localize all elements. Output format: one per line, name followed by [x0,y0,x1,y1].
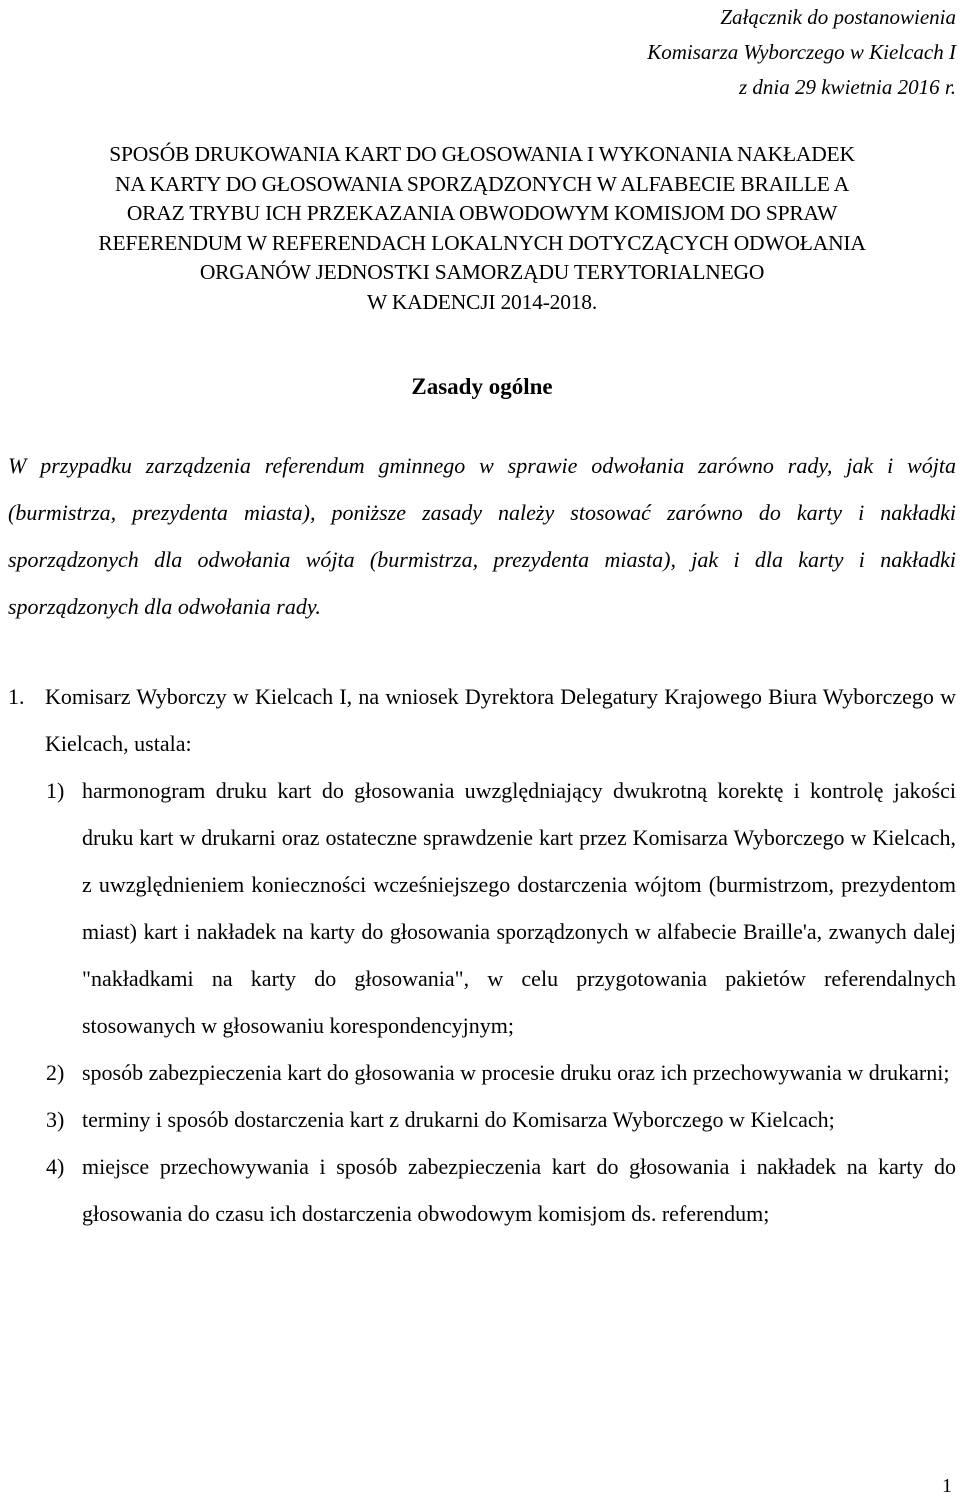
header-note-line-2: Komisarza Wyborczego w Kielcach I [647,40,956,64]
title-line-2: NA KARTY DO GŁOSOWANIA SPORZĄDZONYCH W ALFABECIE BRAILLE A [114,171,850,196]
header-note-line-1: Załącznik do postanowienia [720,5,956,29]
intro-paragraph: W przypadku zarządzenia referendum gminnego w sprawie odwołania zarówno rady, jak i wójta (burmistrza, prezydenta miasta), poniższe zasady należy stosować zarówno do karty i nakładki sporządzonych dla odwołania wójta (burmistrza, prezydenta miasta), jak i dla karty i nakładki sporządzonych dla odwołania rady. [8,453,956,619]
subitem-2-text: sposób zabezpieczenia kart do głosowania w procesie druku oraz ich przechowywania w drukarni; [82,1060,950,1085]
section-heading: Zasady ogólne [411,374,553,399]
attachment-header-note [647,0,956,105]
subitem-2-number: 2) [46,1060,65,1085]
subitem-3-number: 3) [46,1107,65,1132]
page-number: 1 [942,1475,952,1497]
subitem-2 [46,1049,956,1096]
point-1-text: Komisarz Wyborczy w Kielcach I, na wniosek Dyrektora Delegatury Krajowego Biura Wyborczego w Kielcach, ustala: [45,684,956,756]
subitem-1-number: 1) [46,778,65,803]
title-line-1: SPOSÓB DRUKOWANIA KART DO GŁOSOWANIA I WYKONANIA NAKŁADEK [109,142,855,166]
subitem-1-text: harmonogram druku kart do głosowania uwzględniający dwukrotną korektę i kontrolę jakości druku kart w drukarni oraz ostateczne sprawdzenie kart przez Komisarza Wyborczego w Kielcach, z uwzględnieniem konieczności wcześniejszego dostarczenia wójtom (burmistrzom, prezydentom miast) kart i nakładek na karty do głosowania sporządzonych w alfabecie Braille'a, zwanych dalej "nakładkami na karty do głosowania", w celu przygotowania pakietów referendalnych stosowanych w głosowaniu korespondencyjnym; [82,778,956,1038]
subitem-3 [46,1096,956,1143]
title-line-3: ORAZ TRYBU ICH PRZEKAZANIA OBWODOWYM KOMISJOM DO SPRAW [126,201,838,225]
subitem-4-number: 4) [46,1154,65,1179]
header-note-line-3: z dnia 29 kwietnia 2016 r. [738,75,956,99]
title-line-6: W KADENCJI 2014-2018. [366,289,598,314]
title-line-4: REFERENDUM W REFERENDACH LOKALNYCH DOTYCZĄCYCH ODWOŁANIA [98,230,866,255]
subitem-list [46,767,956,1237]
point-1 [8,673,956,767]
title-line-5: ORGANÓW JEDNOSTKI SAMORZĄDU TERYTORIALNEGO [199,260,765,284]
document-title [0,140,960,317]
subitem-1 [46,767,956,1049]
subitem-4 [46,1143,956,1237]
subitem-3-text: terminy i sposób dostarczenia kart z drukarni do Komisarza Wyborczego w Kielcach; [82,1107,835,1132]
subitem-4-text: miejsce przechowywania i sposób zabezpieczenia kart do głosowania i nakładek na karty do głosowania do czasu ich dostarczenia obwodowym komisjom ds. referendum; [82,1154,956,1226]
point-1-number: 1. [8,684,25,709]
